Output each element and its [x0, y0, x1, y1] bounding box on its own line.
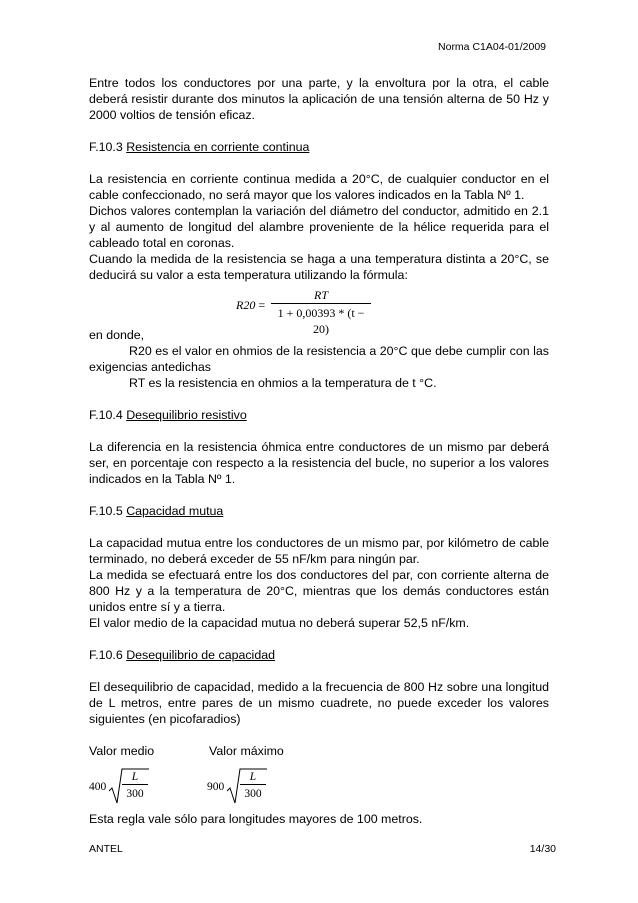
root-numerator: L — [131, 771, 139, 783]
formula-fraction — [271, 287, 371, 337]
label-valor-maximo: Valor máximo — [209, 744, 284, 758]
section-heading-f106 — [89, 647, 549, 663]
section-title: Desequilibrio resistivo — [126, 408, 247, 422]
root-denominator: 300 — [126, 788, 144, 800]
formula-denominator: 1 + 0,00393 * (t − 20) — [277, 306, 365, 336]
definition-r20: R20 es el valor en ohmios de la resistencia a 20°C que debe cumplir con las exigencias antedichas — [89, 344, 549, 374]
root-coefficient: 400 — [89, 781, 107, 793]
section-title: Desequilibrio de capacidad — [126, 648, 275, 662]
label-valor-medio: Valor medio — [89, 744, 155, 758]
section-heading-f105 — [89, 503, 549, 519]
paragraph: Dichos valores contemplan la variación del diámetro del conductor, admitido en 2.1 y al aumento de longitud del alambre proveniente de la hélice requerida para el cableado total en coronas. — [89, 204, 549, 250]
root-numerator: L — [249, 771, 257, 783]
section-number: F.10.6 — [89, 648, 127, 662]
section-title: Resistencia en corriente continua — [126, 140, 310, 154]
root-coefficient: 900 — [207, 781, 225, 793]
values-header-row — [89, 743, 549, 759]
paragraph: en donde, — [89, 328, 145, 342]
formula-numerator: RT — [313, 288, 328, 302]
section-title: Capacidad mutua — [126, 504, 224, 518]
page-number: 14/30 — [529, 843, 556, 855]
paragraph: La medida se efectuará entre los dos conductores del par, con corriente alterna de 800 Hz y a la temperatura de 20°C, mientras que los demás conductores están unidos entre sí y a tierra. — [89, 568, 549, 614]
document-body — [89, 75, 549, 827]
section-heading-f103 — [89, 139, 549, 155]
header-norma: Norma C1A04-01/2009 — [438, 41, 546, 53]
root-denominator: 300 — [244, 788, 262, 800]
section-heading-f104 — [89, 407, 549, 423]
footer-org: ANTEL — [89, 843, 123, 855]
paragraph: La resistencia en corriente continua medida a 20°C, de cualquier conductor en el cable confeccionado, no será mayor que los valores indicados en la Tabla Nº 1. — [89, 172, 549, 202]
formula-lhs: R20 — [236, 298, 256, 312]
paragraph: Esta regla vale sólo para longitudes mayores de 100 metros. — [89, 812, 423, 826]
paragraph: La diferencia en la resistencia óhmica entre conductores de un mismo par deberá ser, en porcentaje con respecto a la resistencia del bucle, no superior a los valores indicados en la Tabla Nº 1. — [89, 440, 549, 486]
paragraph: El desequilibrio de capacidad, medido a la frecuencia de 800 Hz sobre una longitud de L metros, entre pares de un mismo cuadrete, no puede exceder los valores siguientes (en picofaradios) — [89, 680, 549, 726]
paragraph: Cuando la medida de la resistencia se haga a una temperatura distinta a 20°C, se deducirá su valor a esta temperatura utilizando la fórmula: — [89, 252, 549, 282]
section-number: F.10.5 — [89, 504, 127, 518]
section-number: F.10.4 — [89, 408, 127, 422]
capacity-formulas — [89, 767, 549, 811]
paragraph: La capacidad mutua entre los conductores de un mismo par, por kilómetro de cable terminado, no deberá exceder de 55 nF/km para ningún par. — [89, 536, 549, 566]
definition-rt: RT es la resistencia en ohmios a la temperatura de t °C. — [129, 376, 437, 390]
intro-paragraph: Entre todos los conductores por una parte, y la envoltura por la otra, el cable deberá resistir durante dos minutos la aplicación de una tensión alterna de 50 Hz y 2000 voltios de tensión eficaz. — [89, 76, 549, 122]
root-fraction — [240, 769, 266, 802]
paragraph: El valor medio de la capacidad mutua no deberá superar 52,5 nF/km. — [89, 616, 470, 630]
section-number: F.10.3 — [89, 140, 127, 154]
formula-equals: = — [255, 298, 266, 312]
root-fraction — [122, 769, 148, 802]
